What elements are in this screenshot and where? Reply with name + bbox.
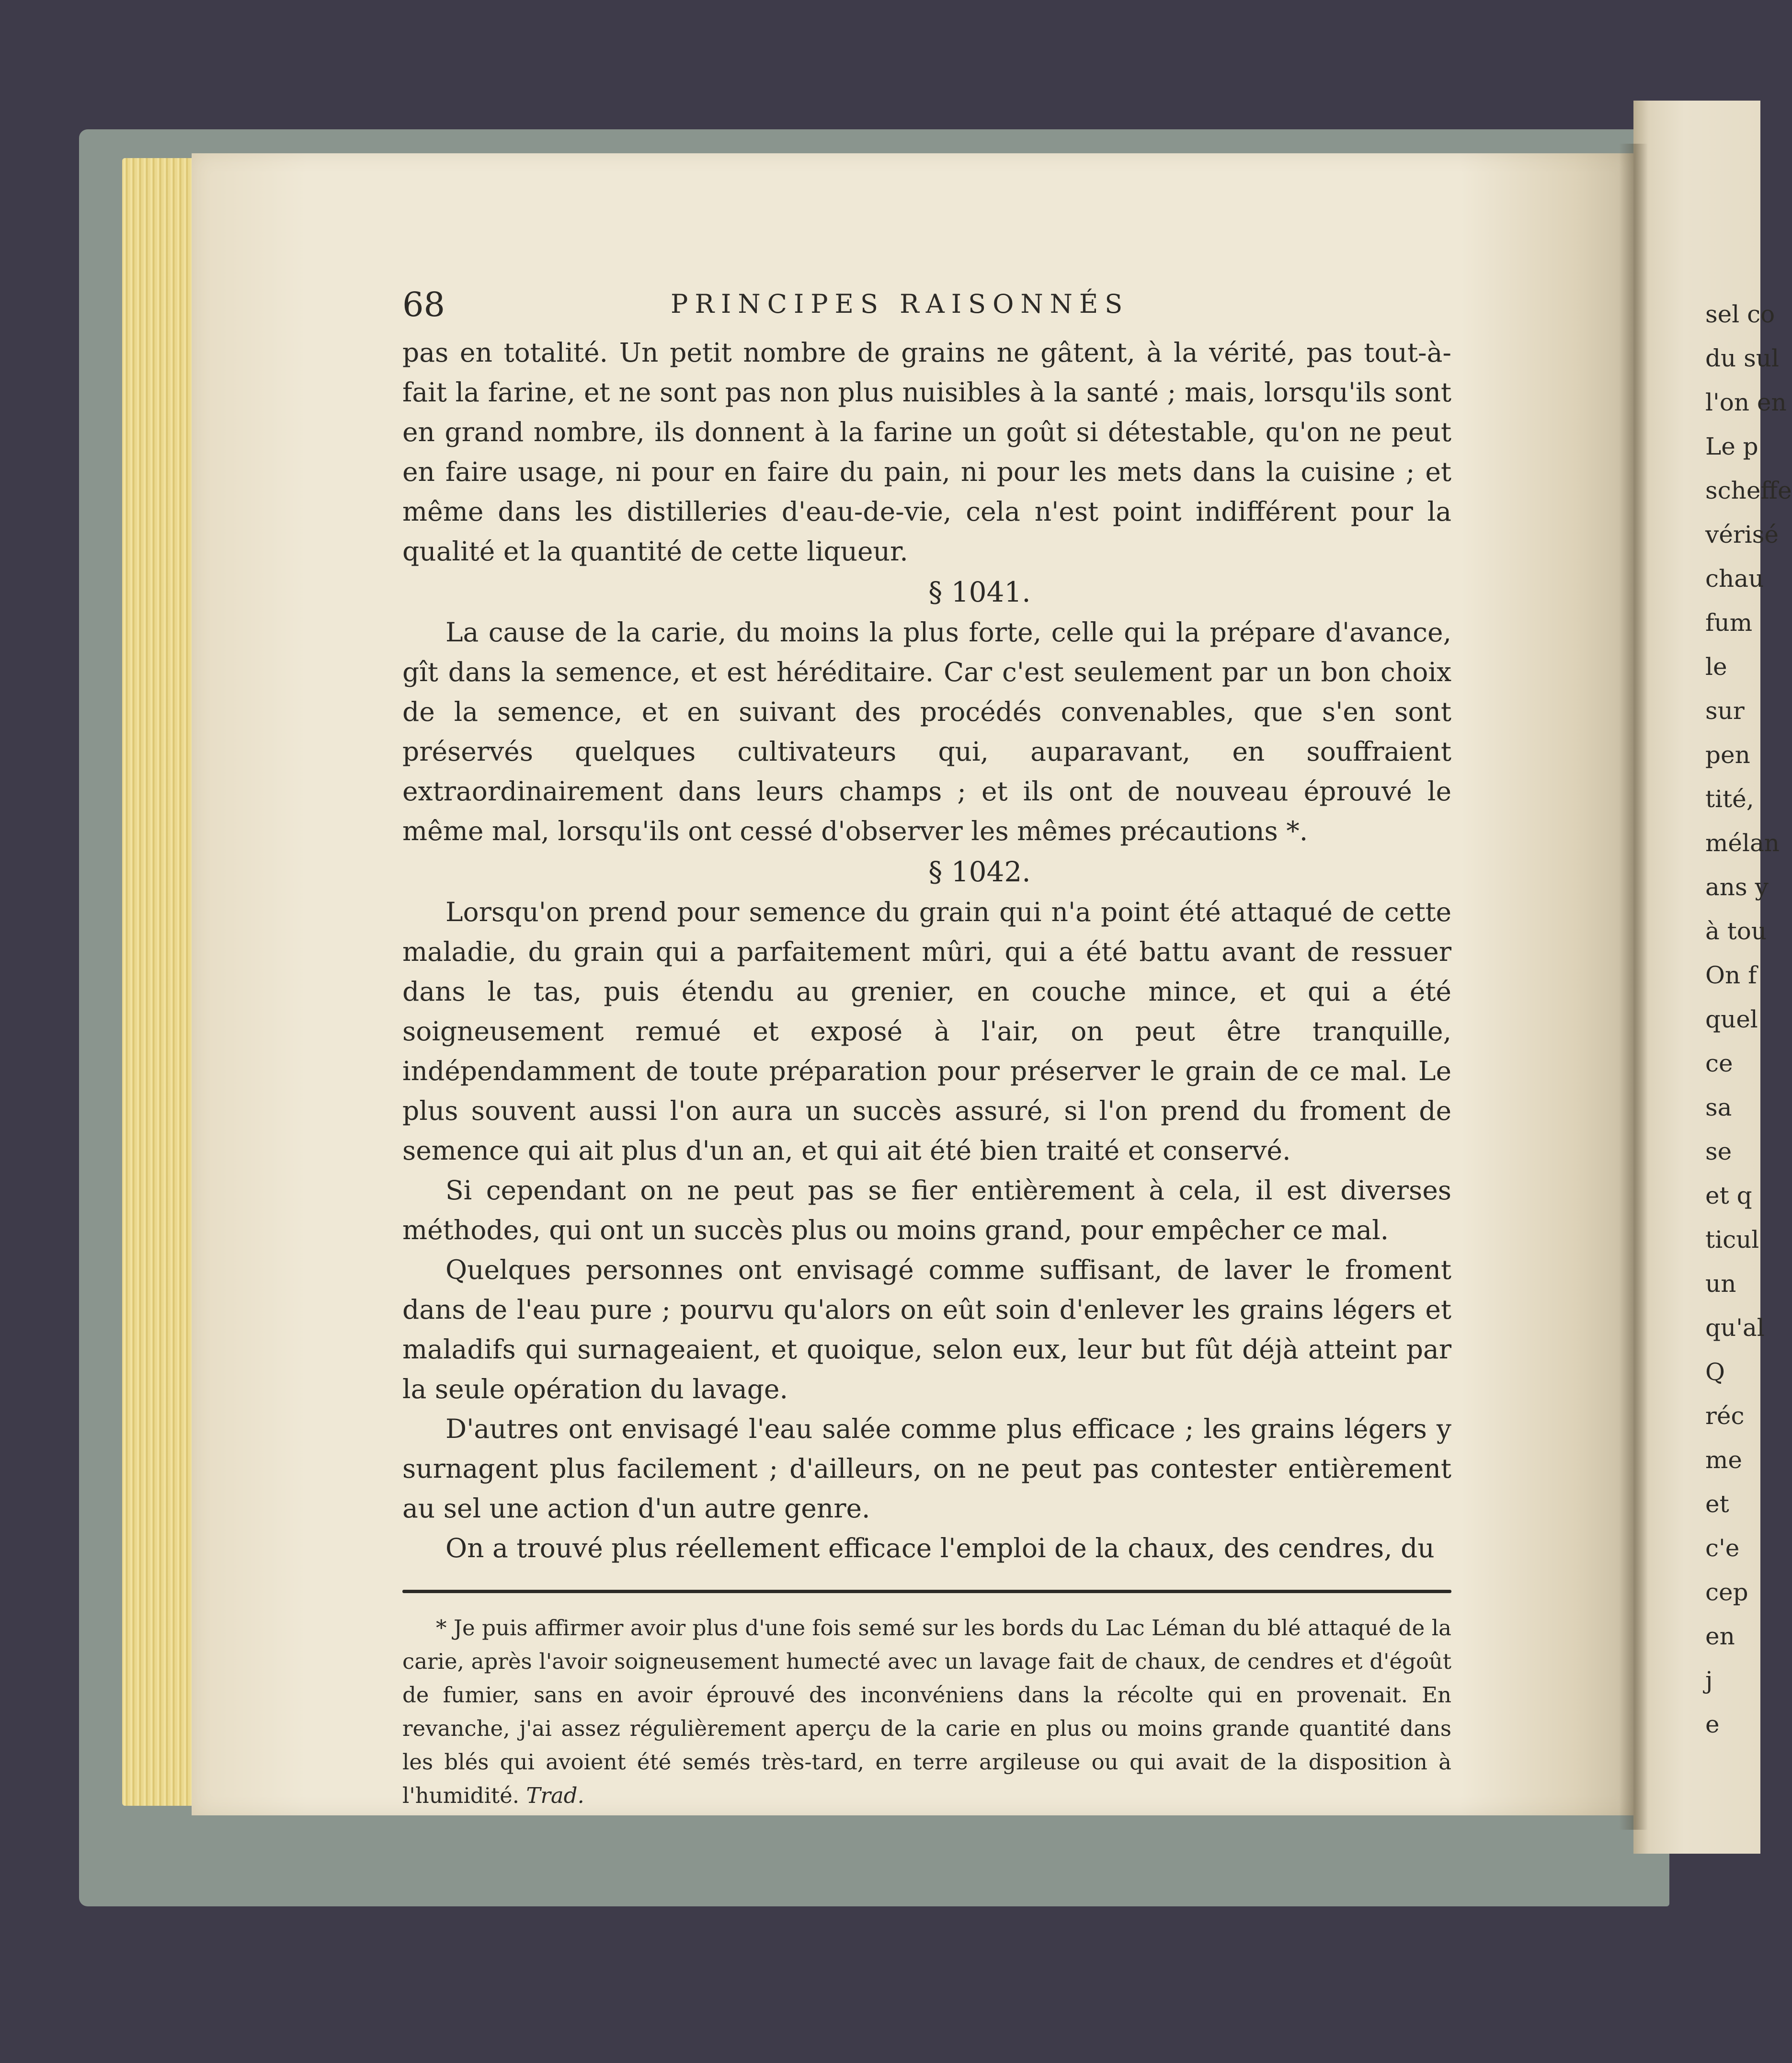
right-page-fragment: On f [1705,961,1757,989]
right-page-fragment: ans y [1705,873,1769,901]
right-page-fragment: sa [1705,1094,1732,1121]
page-edges [122,158,199,1806]
section-heading-1042: § 1042. [928,855,1031,888]
right-page-fragment: qu'al [1705,1314,1765,1342]
right-page-fragment: l'on en [1705,388,1787,416]
paragraph-1: pas en totalité. Un petit nombre de grains ne gâtent, à la vérité, pas tout-à-fait la farine, et ne sont pas non plus nuisibles à la santé ; mais, lorsqu'ils sont en grand nombre, ils donnent à la farine un goût si détestable, qu'on ne peut en faire usage, ni pour en faire du pain, ni pour les mets dans la cuisine ; et même dans les distilleries d'eau-de-vie, cela n'est point indifférent pour la qualité et la quantité de cette liqueur. [402,337,1451,567]
right-page-fragment: fum [1705,609,1753,637]
right-page-fragment: me [1705,1446,1743,1474]
section-heading-1041: § 1041. [928,576,1031,608]
right-page-fragment: chau [1705,565,1764,593]
paragraph-6: D'autres ont envisagé l'eau salée comme plus efficace ; les grains légers y surnagent plus facilement ; d'ailleurs, on ne peut pas contester entièrement au sel une action d'un autre genre. [402,1413,1451,1524]
right-page-fragment: tité, [1705,785,1754,813]
right-page-fragment: se [1705,1138,1732,1165]
right-page-fragment: mélan [1705,829,1780,857]
footnote-text: * Je puis affirmer avoir plus d'une fois semé sur les bords du Lac Léman du blé attaqué de la carie, après l'avoir soigneusement humecté avec un lavage fait de chaux, de cendres et d'égoût de fumier, sans en avoir éprouvé des inconvéniens dans la récolte qui en provenait. En revanche, j'ai assez régulièrement aperçu de la carie en plus ou moins grande quantité dans les blés qui avoient été semés très-tard, en terre argileuse ou qui avait de la disposition à l'humidité. [402,1615,1451,1808]
right-page-fragment: sel co [1705,300,1775,328]
right-page-fragment: le [1705,653,1727,681]
right-page-fragment: c'e [1705,1534,1740,1562]
right-page-fragment: et [1705,1490,1729,1518]
right-page-fragment: j [1705,1666,1713,1694]
right-page-fragment: pen [1705,741,1750,769]
right-page-text-fragments [1705,292,1792,1746]
footnote-rule [402,1590,1451,1593]
book-gutter [1619,144,1648,1830]
right-page-fragment: sur [1705,697,1745,725]
right-page-fragment: en [1705,1622,1735,1650]
paragraph-2: La cause de la carie, du moins la plus forte, celle qui la prépare d'avance, gît dans la semence, et est héréditaire. Car c'est seulement par un bon choix de la semence, et en suivant des procédés convenables, que s'en sont préservés quelques cultivateurs qui, auparavant, en souffraient extraordinairement dans leurs champs ; et ils ont de nouveau éprouvé le même mal, lorsqu'ils ont cessé d'observer les mêmes précautions *. [402,617,1451,846]
paragraph-5: Quelques personnes ont envisagé comme suffisant, de laver le froment dans de l'eau pure ; pourvu qu'alors on eût soin d'enlever les grains légers et maladifs qui surnageaient, et quoique, selon eux, leur but fût déjà atteint par la seule opération du lavage. [402,1254,1451,1404]
right-page-fragment: et q [1705,1182,1752,1209]
right-page-fragment: réc [1705,1402,1745,1430]
paragraph-7: On a trouvé plus réellement efficace l'emploi de la chaux, des cendres, du [445,1533,1435,1563]
right-page-fragment: Le p [1705,433,1758,460]
right-page-fragment: du sul [1705,344,1779,372]
running-title: PRINCIPES RAISONNÉS [671,289,1130,319]
right-page-fragment: quel [1705,1005,1758,1033]
right-page-fragment: vérisé [1705,521,1779,548]
right-page-fragment: un [1705,1270,1736,1298]
footnote [402,1611,1451,1812]
page-number: 68 [402,285,445,324]
right-page-fragment: à tou [1705,917,1767,945]
right-page-fragment: e [1705,1710,1720,1738]
right-page-fragment: cep [1705,1578,1748,1606]
paragraph-3: Lorsqu'on prend pour semence du grain qui n'a point été attaqué de cette maladie, du grain qui a parfaitement mûri, qui a été battu avant de ressuer dans le tas, puis étendu au grenier, en couche mince, et qui a été soigneusement remué et exposé à l'air, on peut être tranquille, indépendamment de toute préparation pour préserver le grain de ce mal. Le plus souvent aussi l'on aura un succès assuré, si l'on prend du froment de semence qui ait plus d'un an, et qui ait été bien traité et conservé. [402,897,1451,1166]
right-page-fragment: Q [1705,1358,1725,1386]
right-page-fragment: scheffe [1705,477,1792,504]
paragraph-4: Si cependant on ne peut pas se fier entièrement à cela, il est diverses méthodes, qui ont un succès plus ou moins grand, pour empêcher ce mal. [402,1175,1451,1245]
footnote-trad: Trad. [526,1783,584,1808]
right-page-fragment: ticul [1705,1226,1759,1254]
right-page-fragment: ce [1705,1049,1733,1077]
page-header [402,280,1451,333]
page-text-block [402,280,1451,1834]
